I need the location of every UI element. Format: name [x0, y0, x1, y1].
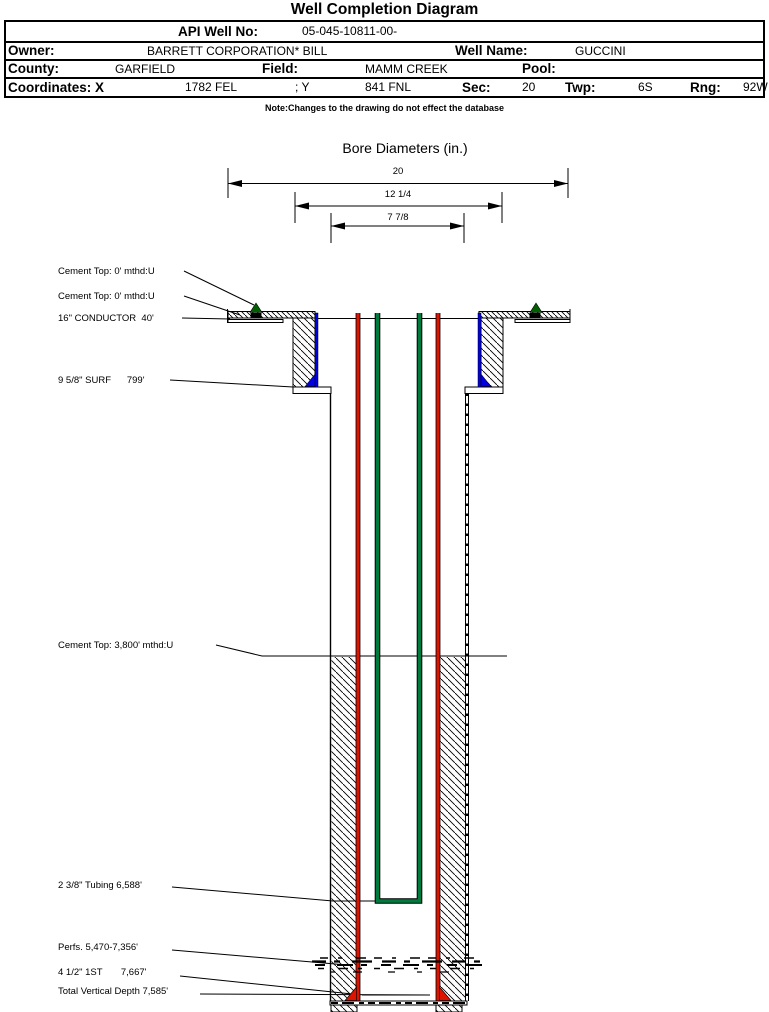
dimension-line-12-1-4 — [295, 192, 502, 223]
well-name-value: GUCCINI — [575, 44, 626, 58]
tubing-string — [378, 313, 420, 901]
rng-label: Rng: — [690, 80, 721, 95]
annotation-cement-top-1: Cement Top: 0' mthd:U — [58, 266, 155, 277]
dimension-line-20 — [228, 168, 568, 198]
production-casing-lines — [358, 313, 438, 1001]
annotation-cement-top-production: Cement Top: 3,800' mthd:U — [58, 640, 174, 651]
dimension-label-12-1-4: 12 1/4 — [384, 189, 412, 200]
coordinates-label: Coordinates: X — [8, 80, 105, 95]
api-well-no-value: 05-045-10811-00- — [302, 24, 398, 38]
annotation-perforations: Perfs. 5,470-7,356' — [58, 942, 138, 953]
owner-value: BARRETT CORPORATION* BILL — [147, 44, 328, 58]
shoe-block-right — [436, 1005, 462, 1012]
sec-value: 20 — [522, 80, 536, 94]
dimension-line-7-7-8 — [331, 213, 464, 243]
coordinate-y-label: ; Y — [295, 80, 310, 94]
coordinate-x-value: 1782 FEL — [185, 80, 238, 94]
annotation-surface-casing: 9 5/8" SURF 799' — [58, 375, 145, 386]
marker-base-right — [530, 313, 541, 318]
field-value: MAMM CREEK — [365, 62, 448, 76]
annotation-cement-top-2: Cement Top: 0' mthd:U — [58, 291, 155, 302]
conductor-casing — [228, 309, 571, 323]
production-cement-hatch — [332, 657, 466, 1001]
surface-cement — [305, 313, 491, 387]
annotation-tubing: 2 3/8" Tubing 6,588' — [58, 880, 142, 891]
twp-label: Twp: — [565, 80, 596, 95]
shoe-block-left — [331, 1005, 357, 1012]
sec-label: Sec: — [462, 80, 491, 95]
api-well-no-label: API Well No: — [178, 24, 259, 39]
database-note: Note:Changes to the drawing do not effect the database — [264, 103, 505, 113]
county-value: GARFIELD — [115, 62, 176, 76]
surface-shoe-left — [293, 387, 331, 394]
marker-base-left — [251, 313, 262, 318]
owner-label: Owner: — [8, 43, 55, 58]
county-label: County: — [8, 61, 59, 76]
field-label: Field: — [262, 61, 298, 76]
annotation-total-vertical-depth: Total Vertical Depth 7,585' — [58, 986, 169, 997]
surface-shoe-right — [465, 387, 503, 394]
twp-value: 6S — [638, 80, 653, 94]
pool-label: Pool: — [522, 61, 556, 76]
bore-diameters-title: Bore Diameters (in.) — [342, 140, 468, 156]
dimension-label-7-7-8: 7 7/8 — [387, 212, 409, 223]
rng-value: 92W — [743, 80, 768, 94]
dimension-label-20: 20 — [392, 166, 404, 177]
page-title: Well Completion Diagram — [290, 1, 479, 18]
well-name-label: Well Name: — [455, 43, 528, 58]
annotation-production-casing: 4 1/2" 1ST 7,667' — [58, 967, 147, 978]
coordinate-y-value: 841 FNL — [365, 80, 412, 94]
marker-triangle-right — [530, 303, 542, 313]
surface-casing — [293, 318, 503, 394]
annotation-conductor: 16" CONDUCTOR 40' — [58, 313, 154, 324]
